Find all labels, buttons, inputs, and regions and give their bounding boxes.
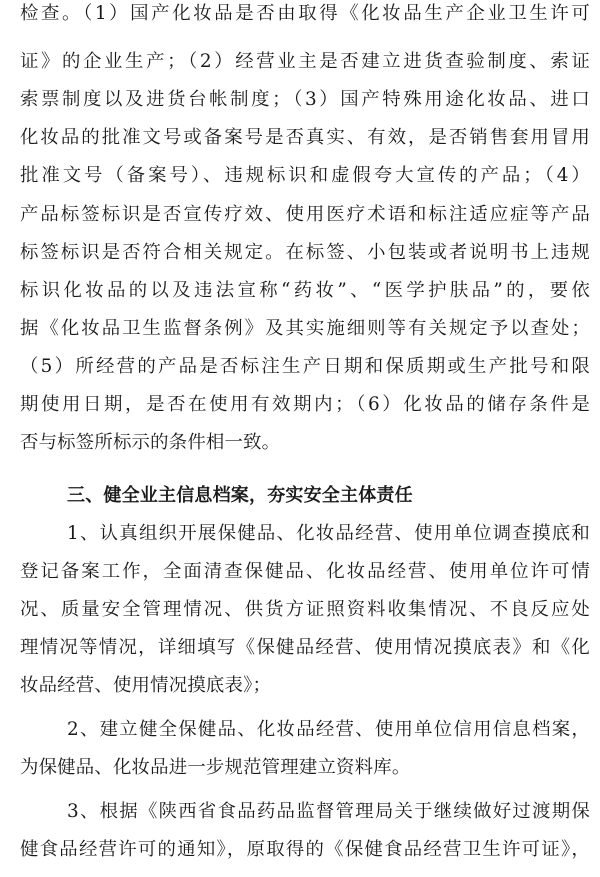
para2-line-1: 2、建立健全保健品、化妆品经营、使用单位信用信息档案， bbox=[67, 719, 590, 740]
para3-line-2: 健食品经营许可的通知》，原取得的《保健食品经营卫生许可证》， bbox=[20, 839, 590, 860]
body-line-7: 标签标识是否符合相关规定。在标签、小包装或者说明书上违规 bbox=[20, 242, 590, 263]
body-line-11: 期使用日期，是否在使用有效期内；（6）化妆品的储存条件是 bbox=[20, 394, 590, 415]
body-line-3: 索票制度以及进货台帐制度；（3）国产特殊用途化妆品、进口 bbox=[20, 89, 590, 110]
body-line-5: 批准文号（备案号）、违规标识和虚假夸大宣传的产品；（4） bbox=[20, 165, 590, 186]
body-line-1: 检查。（1）国产化妆品是否由取得《化妆品生产企业卫生许可 bbox=[20, 3, 590, 24]
para3-line-1: 3、根据《陕西省食品药品监督管理局关于继续做好过渡期保 bbox=[67, 801, 590, 822]
body-line-9: 据《化妆品卫生监督条例》及其实施细则等有关规定予以查处； bbox=[20, 318, 590, 339]
para1-line-3: 况、质量安全管理情况、供货方证照资料收集情况、不良反应处 bbox=[20, 599, 590, 620]
para1-line-4: 理情况等情况，详细填写《保健品经营、使用情况摸底表》和《化 bbox=[20, 637, 590, 658]
body-line-10: （5）所经营的产品是否标注生产日期和保质期或生产批号和限 bbox=[20, 356, 590, 377]
para1-line-1: 1、认真组织开展保健品、化妆品经营、使用单位调查摸底和 bbox=[67, 523, 590, 544]
body-line-8: 标识化妆品的以及违法宣称“药妆”、“医学护肤品”的，要依 bbox=[20, 280, 590, 301]
para1-line-5: 妆品经营、使用情况摸底表》； bbox=[20, 675, 272, 696]
body-line-2: 证》的企业生产；（2）经营业主是否建立进货查验制度、索证 bbox=[20, 51, 590, 72]
para2-line-2: 为保健品、化妆品进一步规范管理建立资料库。 bbox=[20, 757, 411, 778]
body-line-4: 化妆品的批准文号或备案号是否真实、有效，是否销售套用冒用 bbox=[20, 127, 590, 148]
body-line-6: 产品标签标识是否宣传疗效、使用医疗术语和标注适应症等产品 bbox=[20, 204, 590, 225]
para1-line-2: 登记备案工作，全面清查保健品、化妆品经营、使用单位许可情 bbox=[20, 561, 590, 582]
body-line-12: 否与标签所标示的条件相一致。 bbox=[20, 432, 281, 453]
section-heading: 三、健全业主信息档案，夯实安全主体责任 bbox=[67, 485, 413, 506]
